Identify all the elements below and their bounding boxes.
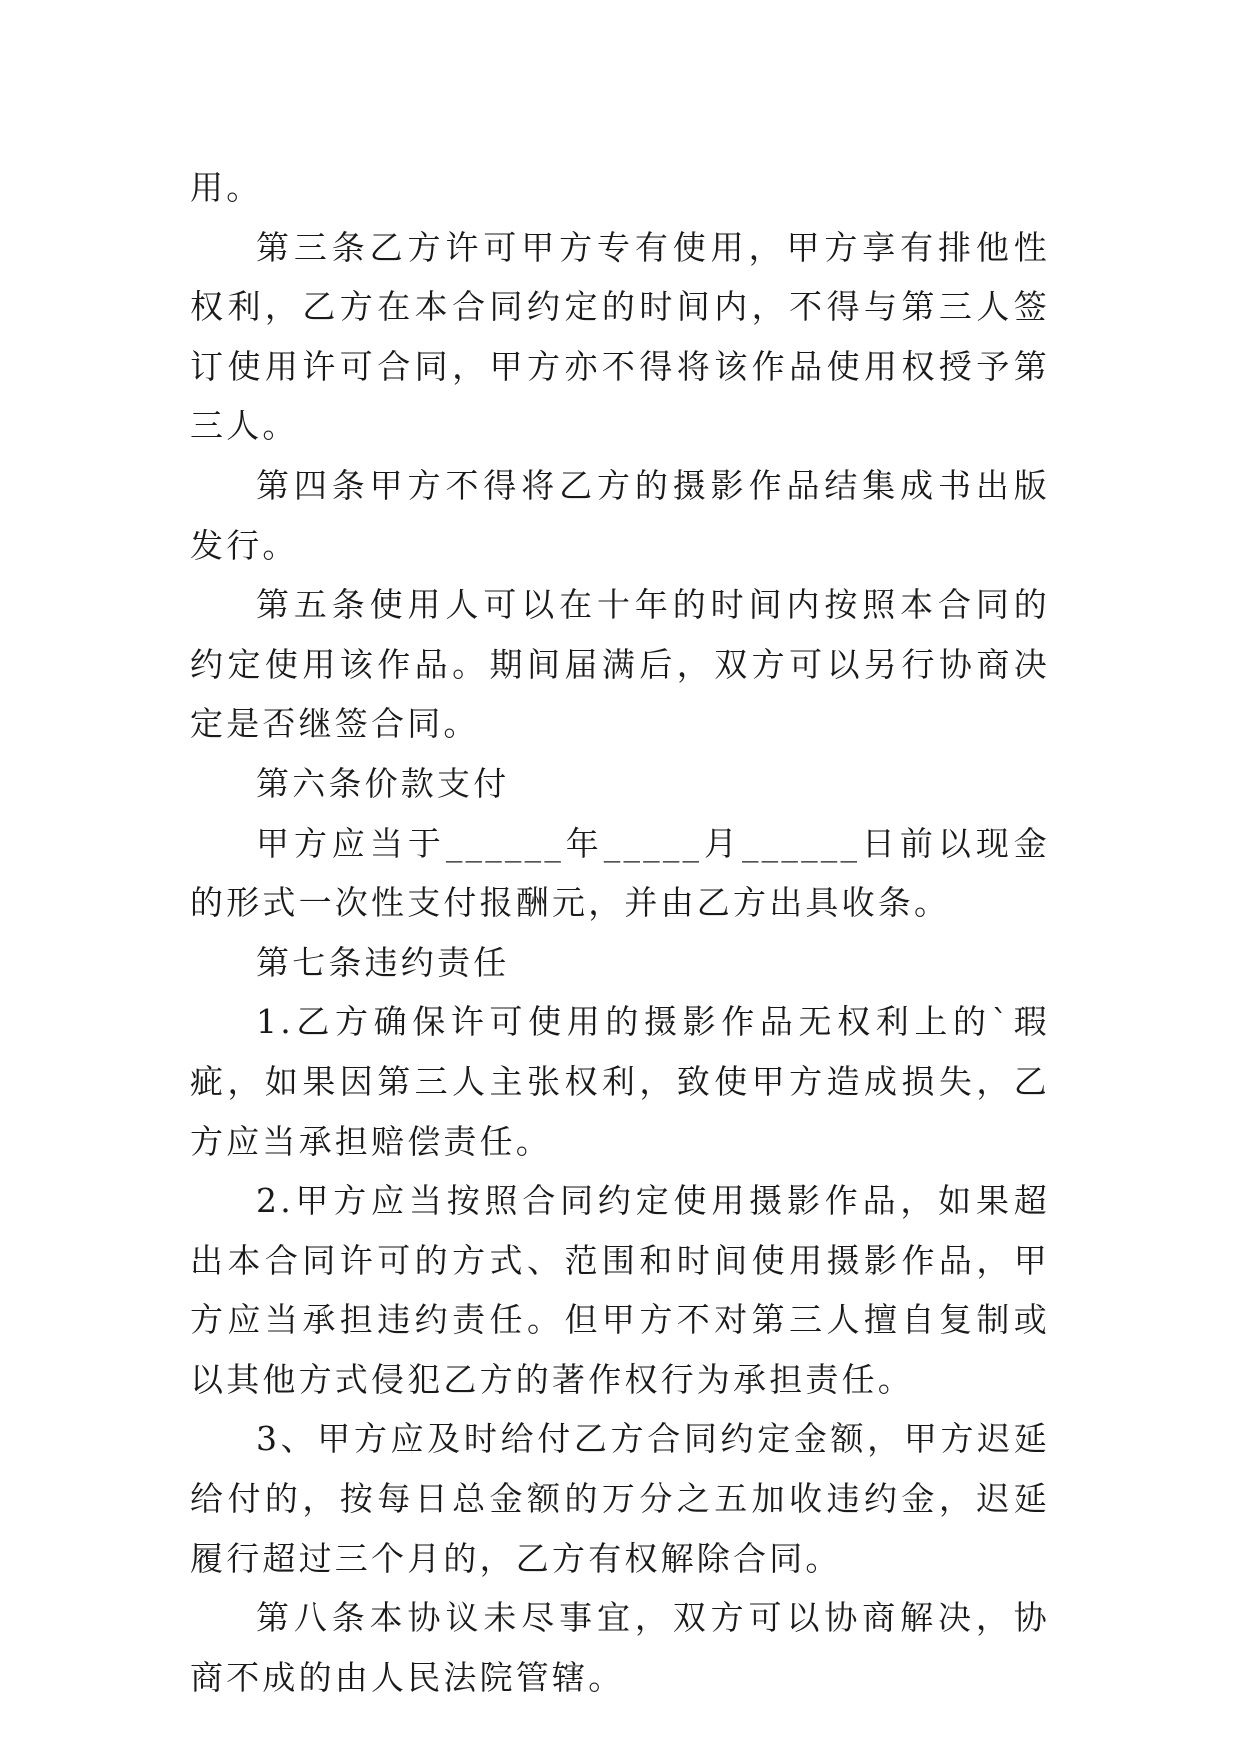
paragraph-continuation: 用。 bbox=[190, 168, 263, 207]
paragraph-liability-3: 3、甲方应及时给付乙方合同约定金额，甲方迟延给付的，按每日总金额的万分之五加收违约金，迟延履行超过三个月的，乙方有权解除合同。 bbox=[190, 1419, 1050, 1578]
paragraph-article-4: 第四条甲方不得将乙方的摄影作品结集成书出版发行。 bbox=[190, 465, 1050, 565]
heading-article-7: 第七条违约责任 bbox=[256, 942, 510, 982]
document-body bbox=[190, 158, 1050, 1707]
paragraph-article-3: 第三条乙方许可甲方专有使用，甲方享有排他性权利，乙方在本合同约定的时间内，不得与第三人签订使用许可合同，甲方亦不得将该作品使用权授予第三人。 bbox=[190, 227, 1050, 446]
paragraph-liability-2: 2.甲方应当按照合同约定使用摄影作品，如果超出本合同许可的方式、范围和时间使用摄影作品，甲方应当承担违约责任。但甲方不对第三人擅自复制或以其他方式侵犯乙方的著作权行为承担责任。 bbox=[190, 1181, 1050, 1399]
paragraph-article-8: 第八条本协议未尽事宜，双方可以协商解决，协商不成的由人民法院管辖。 bbox=[190, 1598, 1050, 1697]
heading-article-6: 第六条价款支付 bbox=[256, 763, 510, 803]
paragraph-payment: 甲方应当于______年_____月______日前以现金的形式一次性支付报酬元，并由乙方出具收条。 bbox=[190, 823, 1050, 923]
paragraph-article-5: 第五条使用人可以在十年的时间内按照本合同的约定使用该作品。期间届满后，双方可以另行协商决定是否继签合同。 bbox=[190, 585, 1050, 744]
paragraph-liability-1: 1.乙方确保许可使用的摄影作品无权利上的`瑕疵，如果因第三人主张权利，致使甲方造成损失，乙方应当承担赔偿责任。 bbox=[190, 1002, 1050, 1161]
